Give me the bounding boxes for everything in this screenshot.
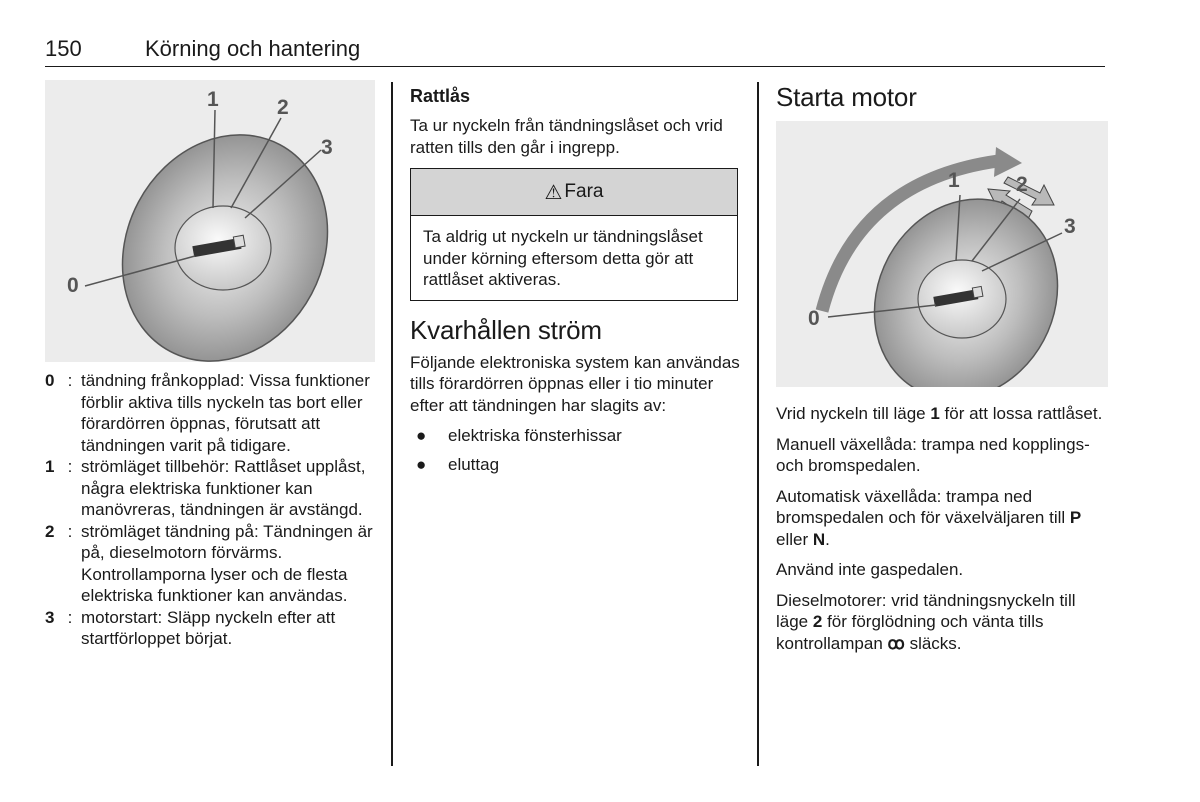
text-fragment: Dieselmotorer: vrid tändningsnyckeln till läge	[776, 590, 1076, 631]
definition-key: 1	[45, 457, 55, 476]
start-engine-heading: Starta motor	[776, 82, 917, 112]
position-ref: 1	[930, 404, 940, 423]
definition-text: strömläget tillbehör: Rattlåset upplåst, några elektriska funktioner kan manövreras, tändningen är avstängd.	[81, 457, 366, 519]
position-definitions	[45, 370, 375, 650]
left-column	[45, 80, 375, 650]
page-header	[45, 36, 1105, 67]
warning-triangle-icon: ⚠	[544, 181, 563, 204]
position-label-2: 2	[277, 96, 289, 119]
definition-key: 2	[45, 521, 55, 541]
column-divider-left	[391, 82, 393, 766]
definition-text: tändning frånkopplad: Vissa funktioner förblir aktiva tills nyckeln tas bort eller förardörren öppnas, förutsatt att tändningen varit på tidigare.	[81, 371, 370, 455]
page-title: Körning och hantering	[145, 36, 361, 61]
gear-ref: N	[812, 529, 826, 549]
column-divider-right	[757, 82, 759, 766]
position-label-3: 3	[321, 136, 333, 159]
gear-ref: P	[1069, 508, 1082, 527]
text-fragment: för att lossa rattlåset.	[939, 404, 1103, 423]
position-ref: 2	[812, 612, 823, 631]
position-label-3: 3	[1064, 215, 1076, 238]
position-label-2: 2	[1016, 173, 1028, 196]
list-item	[410, 454, 740, 476]
step-diesel-preglow	[776, 590, 1108, 655]
definition-item	[45, 607, 375, 650]
list-item-text: eluttag	[448, 454, 500, 474]
definition-separator: :	[67, 457, 73, 476]
list-item-text: elektriska fönsterhissar	[448, 426, 622, 445]
step-no-accelerator: Använd inte gaspedalen.	[776, 560, 964, 579]
text-fragment: för förglödning och vänta tills kontrollampan	[776, 612, 1044, 653]
danger-text: Ta aldrig ut nyckeln ur tändningslåset under körning eftersom detta gör att rattlåset aktiveras.	[423, 227, 703, 289]
definition-separator: :	[67, 371, 73, 390]
definition-key: 3	[45, 607, 55, 627]
text-fragment: .	[825, 529, 830, 549]
start-engine-figure	[776, 121, 1108, 387]
retained-power-heading: Kvarhållen ström	[410, 314, 602, 345]
definition-text: strömläget tändning på: Tändningen är på, dieselmotorn förvärms. Kontrollamporna lyser och de flesta elektriska funktioner kan användas.	[81, 521, 373, 605]
text-fragment: släcks.	[904, 633, 962, 653]
danger-header	[411, 169, 737, 216]
definition-separator: :	[67, 521, 73, 541]
right-column	[776, 82, 1108, 663]
step-automatic-gearbox	[776, 486, 1108, 551]
definition-item	[45, 521, 375, 607]
position-label-0: 0	[67, 274, 79, 297]
text-fragment: eller	[776, 529, 813, 549]
list-item	[410, 425, 740, 447]
step-unlock-steering	[776, 403, 1108, 425]
definition-separator: :	[67, 607, 73, 627]
bullet-icon: ●	[416, 426, 427, 445]
steering-lock-subheading: Rattlås	[410, 86, 471, 106]
text-fragment: Automatisk växellåda: trampa ned bromspedalen och för växelväljaren till	[776, 486, 1070, 527]
danger-title: Fara	[564, 181, 604, 202]
definition-item	[45, 370, 375, 456]
preglow-icon: ꝏ	[887, 633, 905, 653]
retained-power-text: Följande elektroniska system kan användas tills förardörren öppnas eller i tio minuter efter att tändningen har slagits av:	[410, 352, 740, 415]
definition-text: motorstart: Släpp nyckeln efter att startförloppet börjat.	[81, 607, 336, 648]
steering-lock-text: Ta ur nyckeln från tändningslåset och vrid ratten tills den går i ingrepp.	[410, 116, 723, 157]
definition-key: 0	[45, 371, 55, 390]
step-manual-gearbox: Manuell växellåda: trampa ned kopplings- och bromspedalen.	[776, 434, 1090, 475]
key-slot-end	[972, 286, 983, 297]
definition-item	[45, 456, 375, 521]
key-slot-end	[233, 235, 245, 248]
page-number: 150	[45, 36, 82, 61]
ignition-switch-figure	[45, 80, 375, 362]
position-label-0: 0	[808, 307, 820, 330]
middle-column	[410, 82, 740, 482]
bullet-icon: ●	[416, 454, 427, 474]
text-fragment: Vrid nyckeln till läge	[776, 404, 931, 423]
position-label-1: 1	[207, 88, 219, 111]
retained-power-list	[410, 425, 740, 475]
position-label-1: 1	[948, 169, 960, 192]
danger-box	[410, 168, 738, 301]
